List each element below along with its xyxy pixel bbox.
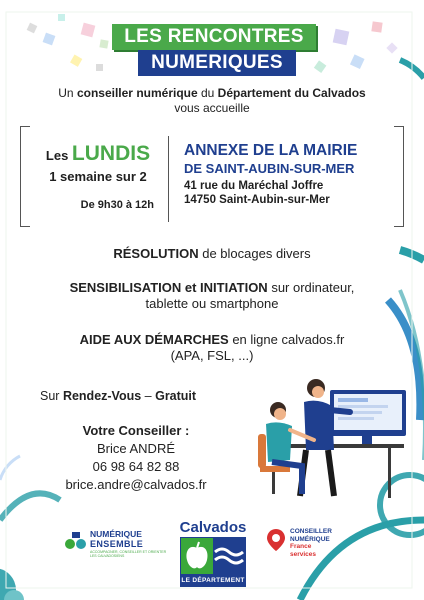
calvados-word: Calvados — [179, 519, 247, 536]
service-sensibilisation: SENSIBILISATION et INITIATION sur ordinateur, tablette ou smartphone — [69, 280, 355, 311]
schedule-frequency: 1 semaine sur 2 — [49, 169, 147, 184]
cn-text: CONSEILLER NUMÉRIQUE France services — [290, 528, 332, 558]
service-aide-demarches: AIDE AUX DÉMARCHES en ligne calvados.fr (APA, FSL, ...) — [79, 332, 345, 363]
location-street: 41 rue du Maréchal Joffre — [184, 180, 324, 192]
contact-block — [36, 422, 236, 494]
ne-title-line1: NUMÉRIQUE — [90, 529, 142, 539]
intro-text: Un conseiller numérique du Département du Calvados vous accueille — [58, 86, 366, 115]
ne-title-line2: ENSEMBLE — [90, 539, 144, 549]
contact-title: Votre Conseiller : — [82, 423, 190, 438]
location-pin-icon — [266, 528, 286, 552]
numerique-ensemble-logo — [64, 526, 168, 560]
title-line-1: LES RENCONTRES — [112, 24, 316, 50]
schedule-day: LUNDIS — [71, 142, 151, 165]
waves-icon — [213, 538, 245, 574]
title-line-2: NUMERIQUES — [138, 50, 296, 76]
contact-name: Brice ANDRÉ — [96, 441, 176, 456]
schedule-block — [36, 142, 160, 212]
calvados-emblem — [180, 537, 246, 575]
ne-tagline: ACCOMPAGNER, CONSEILLER ET ORIENTER LES CALVADOSIENS — [90, 550, 167, 558]
contact-phone[interactable]: 06 98 64 82 88 — [92, 459, 180, 474]
appointment-text: Sur Rendez-Vous – Gratuit — [40, 389, 197, 403]
calvados-band: LE DÉPARTEMENT — [180, 575, 246, 587]
box-bracket-left — [20, 126, 30, 227]
location-city: 14750 Saint-Aubin-sur-Mer — [184, 194, 330, 206]
person-at-computer-illustration — [248, 370, 418, 500]
location-subtitle: DE SAINT-AUBIN-SUR-MER — [184, 161, 355, 176]
conseiller-numerique-logo — [266, 526, 366, 562]
box-divider — [168, 136, 169, 222]
apple-icon — [181, 538, 213, 574]
schedule-hours: De 9h30 à 12h — [80, 199, 154, 211]
location-block — [184, 142, 400, 207]
location-title: ANNEXE DE LA MAIRIE — [184, 142, 358, 159]
schedule-prefix: Les — [45, 148, 72, 163]
hands-icon — [64, 530, 88, 556]
calvados-logo — [176, 520, 250, 590]
contact-email[interactable]: brice.andre@calvados.fr — [65, 477, 207, 492]
service-resolution: RÉSOLUTION de blocages divers — [113, 246, 311, 261]
